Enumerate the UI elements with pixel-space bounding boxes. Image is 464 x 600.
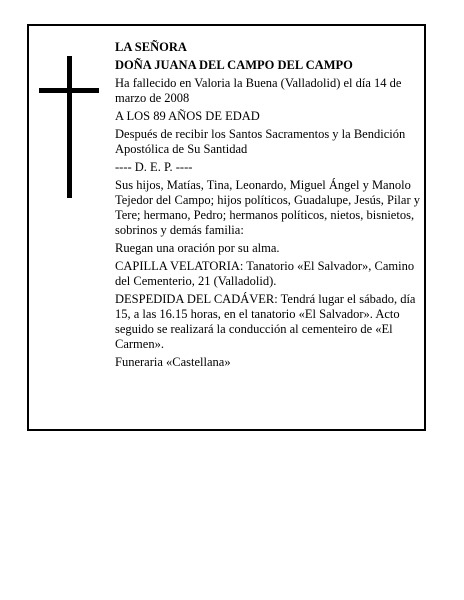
death-info: Ha fallecido en Valoria la Buena (Valladolid) el día 14 de marzo de 2008 <box>115 76 402 105</box>
rip-line: ---- D. E. P. ---- <box>115 160 193 174</box>
funeral-home: Funeraria «Castellana» <box>115 355 231 369</box>
notice-text <box>115 40 421 373</box>
chapel-line: CAPILLA VELATORIA: Tanatorio «El Salvador», Camino del Cementerio, 21 (Valladolid). <box>115 259 415 288</box>
cross-vertical-bar <box>67 56 72 198</box>
deceased-name: DOÑA JUANA DEL CAMPO DEL CAMPO <box>115 58 353 72</box>
notice-title: LA SEÑORA <box>115 40 187 54</box>
farewell-line: DESPEDIDA DEL CADÁVER: Tendrá lugar el sábado, día 15, a las 16.15 horas, en el tanatorio «El Salvador». Acto seguido se realizará la conducción al cementeiro de «El Carmen». <box>115 292 416 351</box>
family-line: Sus hijos, Matías, Tina, Leonardo, Miguel Ángel y Manolo Tejedor del Campo; hijos políticos, Guadalupe, Jesús, Pilar y Tere; hermano, Pedro; hermanos políticos, nietos, bisnietos, sobrinos y demás familia: <box>115 178 420 237</box>
cross-horizontal-bar <box>39 88 99 93</box>
age-line: A LOS 89 AÑOS DE EDAD <box>115 109 260 123</box>
prayer-line: Ruegan una oración por su alma. <box>115 241 280 255</box>
obituary-notice <box>27 24 426 431</box>
cross-icon <box>39 56 99 198</box>
sacraments-line: Después de recibir los Santos Sacramentos y la Bendición Apostólica de Su Santidad <box>115 127 406 156</box>
